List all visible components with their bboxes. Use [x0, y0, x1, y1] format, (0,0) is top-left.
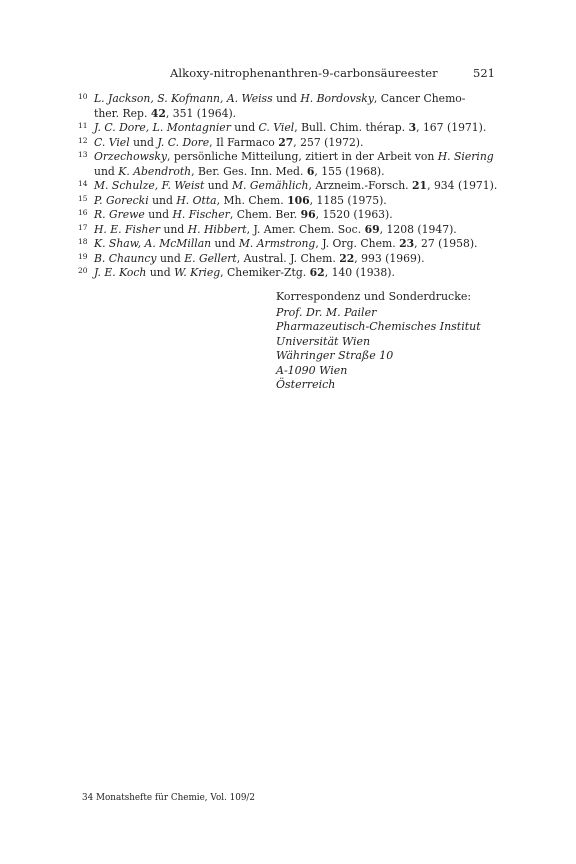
reference-item — [78, 237, 508, 252]
reference-text: , Il Farmaco — [209, 135, 279, 149]
reference-item — [78, 92, 508, 121]
reference-number: 11 — [78, 121, 88, 130]
running-header-title: Alkoxy-nitrophenanthren-9-carbonsäureester — [170, 66, 438, 80]
reference-authors: H. Siering — [437, 150, 494, 163]
street-address: Währinger Straße 10 — [276, 349, 394, 362]
reference-authors: W. Krieg — [174, 266, 221, 279]
reference-authors: H. Bordovsky — [300, 92, 374, 105]
reference-conjunction: und — [160, 222, 188, 236]
reference-item — [78, 208, 508, 223]
reference-volume: 22 — [339, 251, 355, 265]
reference-number: 16 — [78, 208, 88, 217]
reference-authors: K. Shaw, A. McMillan — [94, 237, 212, 250]
reference-authors: P. Gorecki — [94, 193, 149, 207]
reference-authors: H. Fischer — [172, 208, 230, 221]
reference-authors: M. Gemählich — [231, 179, 309, 192]
reference-text: ther. Rep. — [94, 106, 151, 120]
reference-text: , persönliche Mitteilung, zitiert in der Arbeit von — [167, 150, 438, 163]
reference-authors: B. Chauncy — [94, 251, 157, 265]
reference-authors: C. Viel — [94, 135, 130, 149]
reference-number: 15 — [78, 193, 88, 203]
reference-item — [78, 194, 508, 209]
institute-name: Pharmazeutisch-Chemisches Institut — [276, 320, 481, 333]
reference-number: 14 — [78, 179, 88, 188]
reference-text: , Chemiker-Ztg. — [220, 266, 310, 279]
reference-conjunction: und — [144, 208, 173, 221]
reference-item — [78, 223, 508, 238]
reference-text: , J. Amer. Chem. Soc. — [246, 222, 365, 236]
reference-text: , 27 (1958). — [414, 237, 478, 250]
correspondence-block — [276, 290, 481, 393]
reference-authors: J. C. Dore — [157, 135, 210, 149]
reference-authors: C. Viel — [258, 121, 295, 134]
reference-volume: 3 — [408, 121, 417, 134]
reference-item — [78, 179, 508, 194]
reference-text: , 993 (1969). — [354, 251, 425, 265]
reference-item — [78, 266, 508, 281]
reference-text: , 351 (1964). — [165, 106, 237, 120]
reference-volume: 21 — [412, 179, 428, 192]
reference-text: , 1208 (1947). — [379, 222, 457, 236]
reference-text: , 167 (1971). — [416, 121, 487, 134]
journal-footer: 34 Monatshefte für Chemie, Vol. 109/2 — [82, 793, 255, 803]
reference-volume: 23 — [399, 237, 415, 250]
reference-number: 17 — [78, 222, 88, 232]
reference-authors: Orzechowsky — [94, 150, 168, 163]
reference-conjunction: und — [272, 92, 301, 105]
reference-number: 20 — [78, 266, 88, 275]
reference-item — [78, 121, 508, 136]
reference-volume: 27 — [278, 135, 294, 149]
reference-authors: E. Gellert — [184, 251, 237, 265]
reference-text: , J. Org. Chem. — [315, 237, 400, 250]
reference-item — [78, 252, 508, 267]
reference-text: , 1185 (1975). — [309, 193, 387, 207]
reference-item — [78, 136, 508, 151]
reference-authors: H. Otta — [176, 193, 217, 207]
reference-text: , 140 (1938). — [324, 266, 395, 279]
reference-text: , Chem. Ber. — [229, 208, 301, 221]
reference-authors: J. E. Koch — [94, 266, 147, 279]
reference-authors: L. Jackson, S. Kofmann, A. Weiss — [94, 92, 273, 105]
reference-text: , Austral. J. Chem. — [236, 251, 340, 265]
reference-authors: K. Abendroth — [118, 164, 192, 178]
reference-volume: 42 — [150, 106, 166, 120]
reference-text: , Arzneim.-Forsch. — [308, 179, 413, 192]
reference-number: 12 — [78, 135, 88, 145]
reference-conjunction: und — [94, 164, 119, 178]
reference-conjunction: und — [156, 251, 185, 265]
reference-volume: 96 — [300, 208, 316, 221]
reference-text: , 257 (1972). — [293, 135, 364, 149]
reference-conjunction: und — [129, 135, 158, 149]
reference-volume: 69 — [364, 222, 380, 236]
reference-text: , 1520 (1963). — [315, 208, 393, 221]
country: Österreich — [276, 378, 336, 391]
reference-conjunction: und — [230, 121, 259, 134]
reference-conjunction: und — [211, 237, 239, 250]
reference-authors: M. Schulze, F. Weist — [94, 179, 205, 192]
reference-text: , Cancer Chemo- — [373, 92, 466, 105]
reference-text: , Ber. Ges. Inn. Med. — [191, 164, 307, 178]
reference-authors: R. Grewe — [94, 208, 145, 221]
reference-conjunction: und — [204, 179, 232, 192]
reference-number: 19 — [78, 251, 88, 261]
reference-number: 13 — [78, 150, 88, 159]
reference-volume: 6 — [306, 164, 315, 178]
university-name: Universität Wien — [276, 334, 371, 348]
reference-volume: 106 — [287, 193, 310, 207]
reference-text: , 934 (1971). — [427, 179, 498, 192]
reference-item — [78, 150, 508, 179]
reference-conjunction: und — [148, 193, 177, 207]
reference-text: , 155 (1968). — [314, 164, 385, 178]
author-name: Prof. Dr. M. Pailer — [276, 305, 377, 319]
reference-authors: J. C. Dore, L. Montagnier — [94, 121, 231, 134]
reference-number: 10 — [78, 92, 88, 101]
reference-authors: H. Hibbert — [187, 222, 247, 236]
reference-number: 18 — [78, 237, 88, 246]
postcode-city: A-1090 Wien — [276, 363, 348, 377]
reference-authors: H. E. Fisher — [94, 222, 161, 236]
reference-conjunction: und — [146, 266, 175, 279]
reference-text: , Mh. Chem. — [216, 193, 288, 207]
reference-text: , Bull. Chim. thérap. — [294, 121, 409, 134]
correspondence-heading: Korrespondenz und Sonderdrucke: — [276, 290, 472, 303]
page-number: 521 — [473, 66, 495, 80]
reference-list — [78, 92, 508, 281]
reference-authors: M. Armstrong — [238, 237, 316, 250]
reference-volume: 62 — [309, 266, 325, 279]
